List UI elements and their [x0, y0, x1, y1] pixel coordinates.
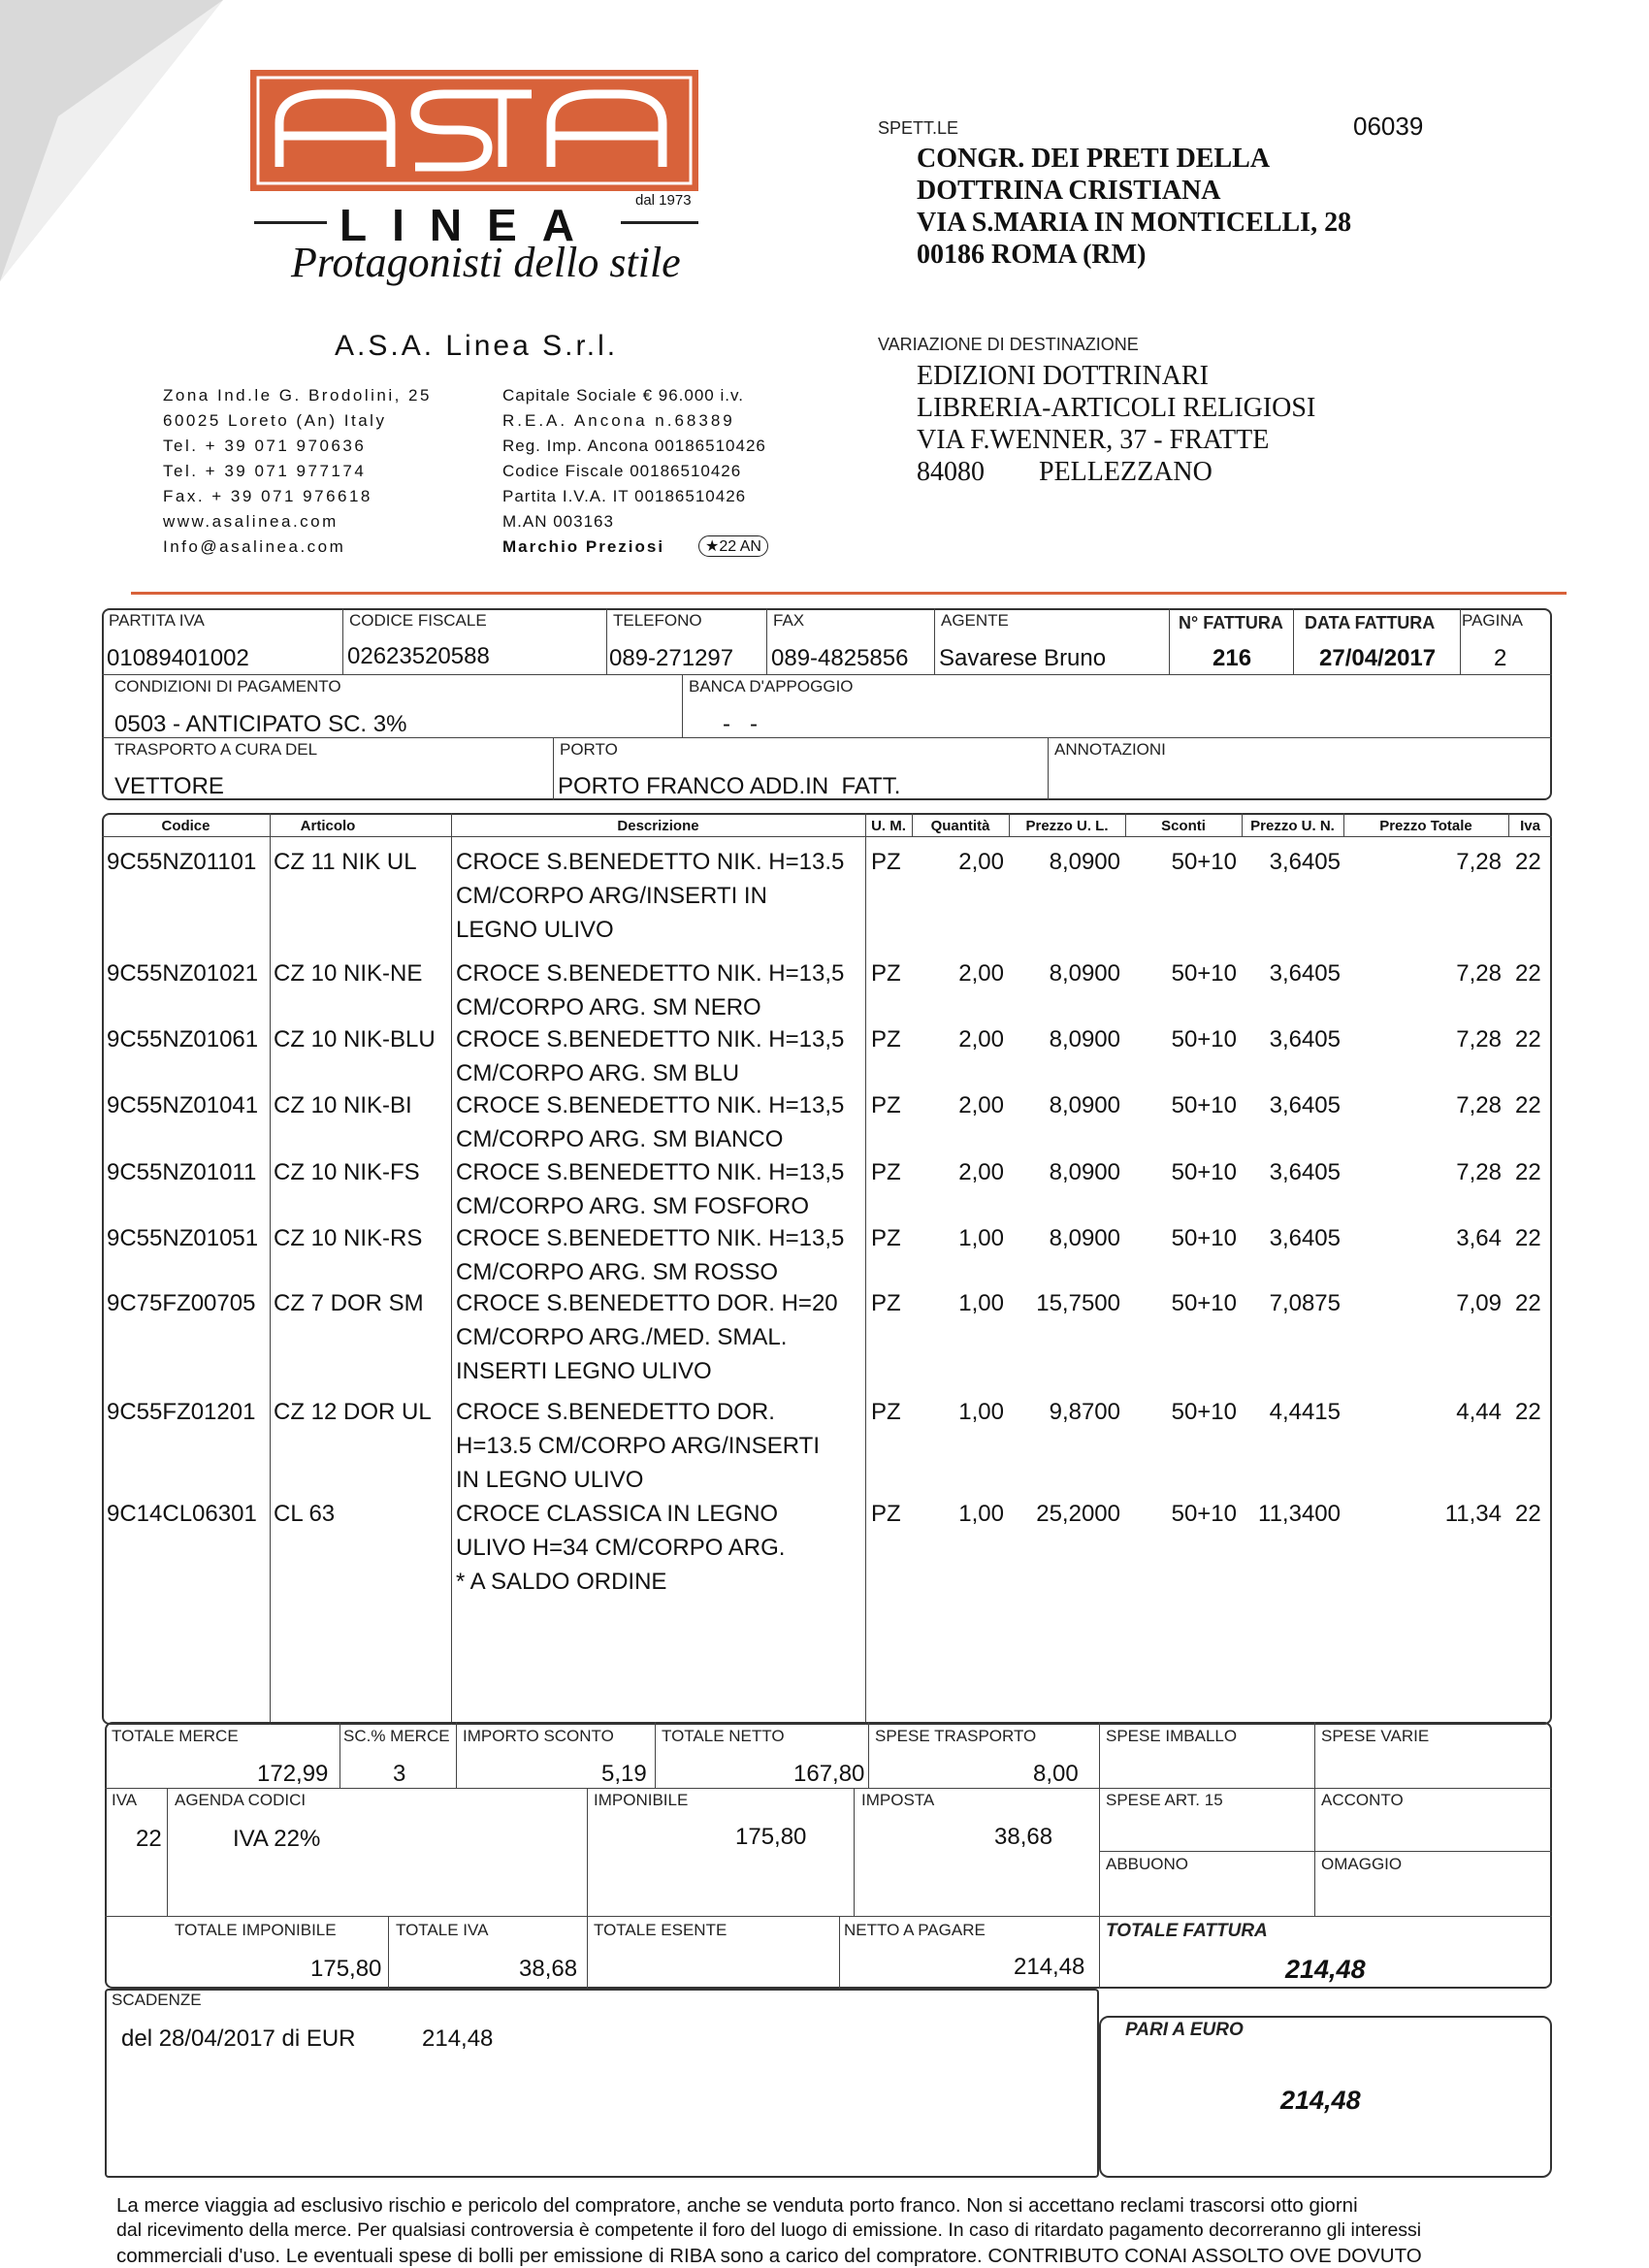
grid-line	[682, 674, 683, 737]
item-articolo: CZ 10 NIK-NE	[274, 960, 423, 987]
item-prezzo-ul: 8,0900	[1049, 960, 1120, 987]
item-prezzo-totale: 7,28	[1456, 960, 1502, 987]
item-um: PZ	[871, 1501, 901, 1527]
item-description-line: ULIVO H=34 CM/CORPO ARG.	[456, 1535, 786, 1561]
item-sconti: 50+10	[1171, 1026, 1237, 1053]
item-description-line: CM/CORPO ARG. SM ROSSO	[456, 1259, 779, 1285]
banca-value: - -	[723, 711, 758, 737]
recipient-line-2: DOTTRINA CRISTIANA	[917, 176, 1221, 206]
item-iva: 22	[1515, 849, 1541, 875]
col-articolo: Articolo	[300, 818, 356, 834]
folded-corner	[0, 0, 233, 291]
grid-line	[388, 1916, 389, 1989]
totale-imponibile-label: TOTALE IMPONIBILE	[175, 1921, 337, 1939]
recipient-line-4: 00186 ROMA (RM)	[917, 240, 1147, 270]
col-prezzo-ul: Prezzo U. L.	[1025, 818, 1109, 834]
grid-line	[270, 813, 271, 1725]
item-um: PZ	[871, 1159, 901, 1185]
company-website[interactable]: www.asalinea.com	[163, 512, 339, 531]
pagina-label: PAGINA	[1462, 611, 1523, 630]
tagline: Protagonisti dello stile	[291, 239, 681, 286]
grid-line	[102, 836, 1552, 837]
item-quantita: 1,00	[958, 1290, 1004, 1316]
item-description-line: * A SALDO ORDINE	[456, 1569, 667, 1595]
item-description-line: CROCE S.BENEDETTO NIK. H=13.5	[456, 849, 845, 875]
iva-value: 22	[136, 1826, 162, 1852]
destination-label: VARIAZIONE DI DESTINAZIONE	[878, 335, 1139, 354]
item-prezzo-ul: 9,8700	[1049, 1399, 1120, 1425]
reg-imp: Reg. Imp. Ancona 00186510426	[502, 437, 766, 455]
item-description-line: CROCE CLASSICA IN LEGNO	[456, 1501, 779, 1527]
imposta-value: 38,68	[994, 1824, 1053, 1850]
col-descrizione: Descrizione	[617, 818, 699, 834]
partita-iva-value: 01089401002	[107, 645, 249, 671]
star-icon: ★	[705, 538, 720, 555]
item-prezzo-totale: 7,28	[1456, 1092, 1502, 1118]
item-articolo: CZ 10 NIK-FS	[274, 1159, 420, 1185]
telefono-label: TELEFONO	[613, 611, 702, 630]
item-iva: 22	[1515, 1092, 1541, 1118]
porto-label: PORTO	[560, 740, 618, 759]
spese-art15-label: SPESE ART. 15	[1106, 1791, 1223, 1809]
col-prezzo-un: Prezzo U. N.	[1250, 818, 1335, 834]
item-description-line: CM/CORPO ARG./MED. SMAL.	[456, 1324, 788, 1350]
grid-line	[105, 1788, 1552, 1789]
annotazioni-label: ANNOTAZIONI	[1054, 740, 1166, 759]
item-um: PZ	[871, 1092, 901, 1118]
item-prezzo-un: 3,6405	[1269, 1092, 1341, 1118]
spese-varie-label: SPESE VARIE	[1321, 1727, 1430, 1745]
totale-fattura-value: 214,48	[1285, 1955, 1366, 1984]
item-articolo: CZ 10 NIK-BI	[274, 1092, 412, 1118]
company-email[interactable]: Info@asalinea.com	[163, 537, 346, 556]
totale-esente-label: TOTALE ESENTE	[594, 1921, 728, 1939]
destination-line-2: LIBRERIA-ARTICOLI RELIGIOSI	[917, 393, 1316, 423]
grid-line	[1460, 608, 1461, 674]
item-articolo: CZ 10 NIK-RS	[274, 1225, 423, 1251]
item-prezzo-ul: 8,0900	[1049, 1092, 1120, 1118]
since-label: dal 1973	[635, 192, 692, 209]
item-prezzo-totale: 3,64	[1456, 1225, 1502, 1251]
col-prezzo-totale: Prezzo Totale	[1379, 818, 1472, 834]
company-city: 60025 Loreto (An) Italy	[163, 411, 387, 430]
data-fattura-label: DATA FATTURA	[1305, 613, 1436, 632]
importo-sconto-label: IMPORTO SCONTO	[463, 1727, 614, 1745]
item-um: PZ	[871, 1026, 901, 1053]
rea: R.E.A. Ancona n.68389	[502, 411, 735, 430]
item-prezzo-totale: 7,28	[1456, 849, 1502, 875]
totale-merce-value: 172,99	[257, 1761, 329, 1787]
item-um: PZ	[871, 960, 901, 987]
iva-label: IVA	[112, 1791, 138, 1809]
col-sconti: Sconti	[1161, 818, 1206, 834]
item-prezzo-ul: 15,7500	[1036, 1290, 1120, 1316]
man-code: M.AN 003163	[502, 512, 614, 531]
recipient-line-3: VIA S.MARIA IN MONTICELLI, 28	[917, 208, 1352, 238]
item-prezzo-totale: 4,44	[1456, 1399, 1502, 1425]
grid-line	[655, 1722, 656, 1788]
destination-line-4: 84080 PELLEZZANO	[917, 457, 1212, 487]
item-articolo: CZ 11 NIK UL	[274, 849, 417, 875]
item-quantita: 2,00	[958, 960, 1004, 987]
destination-line-1: EDIZIONI DOTTRINARI	[917, 361, 1209, 391]
banca-label: BANCA D'APPOGGIO	[689, 677, 854, 696]
logo-line-rule	[254, 221, 327, 224]
item-codice: 9C55NZ01011	[107, 1159, 257, 1185]
importo-sconto-value: 5,19	[601, 1761, 647, 1787]
footer-note-1: La merce viaggia ad esclusivo rischio e pericolo del compratore, anche se venduta porto franco. Non si accettano reclami trascorsi otto giorni	[116, 2194, 1358, 2217]
item-description-line: CROCE S.BENEDETTO DOR.	[456, 1399, 775, 1425]
footer-note-2: dal ricevimento della merce. Per qualsiasi controversia è competente il foro del luogo di emissione. In caso di ritardato pagamento decorreranno gli interessi	[116, 2219, 1422, 2241]
item-articolo: CL 63	[274, 1501, 336, 1527]
totale-netto-value: 167,80	[793, 1761, 865, 1787]
grid-line	[1048, 737, 1049, 800]
totale-merce-label: TOTALE MERCE	[112, 1727, 239, 1745]
item-codice: 9C75FZ00705	[107, 1290, 256, 1316]
grid-line	[451, 813, 452, 1725]
sc-merce-label: SC.% MERCE	[343, 1727, 450, 1745]
grid-line	[1099, 1851, 1552, 1852]
item-prezzo-ul: 8,0900	[1049, 1159, 1120, 1185]
data-fattura-value: 27/04/2017	[1319, 645, 1437, 671]
item-sconti: 50+10	[1171, 1399, 1237, 1425]
logo-line-rule-right	[621, 221, 698, 224]
item-sconti: 50+10	[1171, 960, 1237, 987]
pari-euro-label: PARI A EURO	[1125, 2020, 1244, 2040]
totale-fattura-label: TOTALE FATTURA	[1106, 1921, 1268, 1941]
item-quantita: 2,00	[958, 1092, 1004, 1118]
acconto-label: ACCONTO	[1321, 1791, 1404, 1809]
item-quantita: 1,00	[958, 1225, 1004, 1251]
codice-fiscale-label: CODICE FISCALE	[349, 611, 487, 630]
spese-trasporto-label: SPESE TRASPORTO	[875, 1727, 1037, 1745]
grid-line	[553, 737, 554, 800]
totale-imponibile-value: 175,80	[310, 1956, 382, 1982]
item-quantita: 2,00	[958, 1026, 1004, 1053]
totale-iva-label: TOTALE IVA	[396, 1921, 489, 1939]
grid-line	[766, 608, 767, 674]
item-prezzo-un: 7,0875	[1269, 1290, 1341, 1316]
pagina-value: 2	[1494, 645, 1507, 671]
item-um: PZ	[871, 849, 901, 875]
item-description-line: H=13.5 CM/CORPO ARG/INSERTI	[456, 1433, 820, 1459]
item-description-line: CM/CORPO ARG. SM NERO	[456, 994, 761, 1021]
item-prezzo-totale: 7,28	[1456, 1026, 1502, 1053]
item-description-line: CROCE S.BENEDETTO NIK. H=13,5	[456, 1026, 845, 1053]
item-prezzo-un: 3,6405	[1269, 849, 1341, 875]
item-sconti: 50+10	[1171, 849, 1237, 875]
pagamento-label: CONDIZIONI DI PAGAMENTO	[114, 677, 341, 696]
netto-pagare-label: NETTO A PAGARE	[844, 1921, 986, 1939]
item-codice: 9C55FZ01201	[107, 1399, 256, 1425]
company-fax: Fax. + 39 071 976618	[163, 487, 372, 505]
item-sconti: 50+10	[1171, 1092, 1237, 1118]
recipient-line-1: CONGR. DEI PRETI DELLA	[917, 144, 1271, 174]
marchio-badge-text: 22 AN	[719, 538, 761, 555]
agente-label: AGENTE	[941, 611, 1009, 630]
company-tel2: Tel. + 39 071 977174	[163, 462, 367, 480]
omaggio-label: OMAGGIO	[1321, 1855, 1403, 1873]
scadenza-text: del 28/04/2017 di EUR	[121, 2025, 356, 2052]
item-sconti: 50+10	[1171, 1290, 1237, 1316]
item-description-line: LEGNO ULIVO	[456, 917, 614, 943]
item-iva: 22	[1515, 960, 1541, 987]
item-articolo: CZ 10 NIK-BLU	[274, 1026, 436, 1053]
item-iva: 22	[1515, 1026, 1541, 1053]
grid-line	[102, 674, 1552, 675]
item-prezzo-un: 4,4415	[1269, 1399, 1341, 1425]
item-sconti: 50+10	[1171, 1225, 1237, 1251]
grid-line	[854, 1788, 855, 1916]
grid-line	[105, 1916, 1552, 1917]
footer-note-3: commerciali d'uso. Le eventuali spese di bolli per emissione di RIBA sono a carico del compratore. CONTRIBUTO CONAI ASSOLTO OVE DOVUTO	[116, 2245, 1422, 2267]
agenda-value: IVA 22%	[233, 1826, 321, 1852]
col-codice: Codice	[161, 818, 210, 834]
grid-line	[1099, 1722, 1100, 1989]
item-prezzo-un: 3,6405	[1269, 1225, 1341, 1251]
porto-value: PORTO FRANCO ADD.IN FATT.	[558, 773, 901, 799]
item-codice: 9C14CL06301	[107, 1501, 257, 1527]
grid-line	[1314, 1722, 1315, 1916]
item-codice: 9C55NZ01061	[107, 1026, 259, 1053]
item-um: PZ	[871, 1225, 901, 1251]
item-quantita: 2,00	[958, 849, 1004, 875]
company-address: Zona Ind.le G. Brodolini, 25	[163, 386, 432, 405]
marchio-badge	[698, 535, 768, 557]
pari-euro-value: 214,48	[1280, 2086, 1361, 2115]
item-description-line: CM/CORPO ARG. SM BLU	[456, 1060, 740, 1086]
item-codice: 9C55NZ01041	[107, 1092, 259, 1118]
col-quantita: Quantità	[930, 818, 990, 834]
trasporto-label: TRASPORTO A CURA DEL	[114, 740, 318, 759]
item-quantita: 1,00	[958, 1399, 1004, 1425]
company-tel1: Tel. + 39 071 970636	[163, 437, 367, 455]
item-codice: 9C55NZ01051	[107, 1225, 259, 1251]
item-description-line: CROCE S.BENEDETTO NIK. H=13,5	[456, 960, 845, 987]
customer-code: 06039	[1353, 112, 1424, 141]
fax-value: 089-4825856	[771, 645, 909, 671]
item-prezzo-ul: 8,0900	[1049, 1225, 1120, 1251]
grid-line	[865, 813, 866, 1725]
item-description-line: CM/CORPO ARG/INSERTI IN	[456, 883, 767, 909]
imposta-label: IMPOSTA	[861, 1791, 935, 1809]
invoice-header-grid	[102, 608, 1552, 800]
item-codice: 9C55NZ01101	[107, 849, 257, 875]
item-prezzo-ul: 8,0900	[1049, 849, 1120, 875]
grid-line	[1293, 608, 1294, 674]
scadenze-box	[105, 1989, 1099, 2178]
capitale-sociale: Capitale Sociale € 96.000 i.v.	[502, 386, 744, 405]
item-prezzo-totale: 7,28	[1456, 1159, 1502, 1185]
item-prezzo-totale: 11,34	[1444, 1501, 1502, 1527]
header-divider	[131, 592, 1567, 595]
item-iva: 22	[1515, 1501, 1541, 1527]
item-prezzo-un: 3,6405	[1269, 1026, 1341, 1053]
col-iva: Iva	[1520, 818, 1540, 834]
item-articolo: CZ 7 DOR SM	[274, 1290, 424, 1316]
item-description-line: CROCE S.BENEDETTO NIK. H=13,5	[456, 1159, 845, 1185]
item-iva: 22	[1515, 1159, 1541, 1185]
agenda-label: AGENDA CODICI	[175, 1791, 307, 1809]
totale-netto-label: TOTALE NETTO	[662, 1727, 785, 1745]
telefono-value: 089-271297	[609, 645, 734, 671]
item-quantita: 2,00	[958, 1159, 1004, 1185]
asa-logo	[250, 70, 698, 191]
totale-iva-value: 38,68	[519, 1956, 578, 1982]
item-prezzo-un: 3,6405	[1269, 1159, 1341, 1185]
item-iva: 22	[1515, 1399, 1541, 1425]
spese-imballo-label: SPESE IMBALLO	[1106, 1727, 1238, 1745]
logo-line-word: LINEA	[340, 200, 599, 250]
spett-label: SPETT.LE	[878, 118, 959, 138]
item-prezzo-un: 3,6405	[1269, 960, 1341, 987]
item-description-line: CM/CORPO ARG. SM FOSFORO	[456, 1193, 810, 1219]
items-table	[102, 813, 1552, 1725]
codice-fiscale-company: Codice Fiscale 00186510426	[502, 462, 742, 480]
grid-line	[587, 1788, 588, 1916]
item-quantita: 1,00	[958, 1501, 1004, 1527]
item-prezzo-un: 11,3400	[1258, 1501, 1341, 1527]
item-um: PZ	[871, 1290, 901, 1316]
company-name: A.S.A. Linea S.r.l.	[335, 330, 619, 362]
netto-pagare-value: 214,48	[1014, 1954, 1085, 1980]
partita-iva-company: Partita I.V.A. IT 00186510426	[502, 487, 747, 505]
nfattura-label: N° FATTURA	[1179, 613, 1283, 632]
scadenza-amount: 214,48	[422, 2025, 494, 2052]
spese-trasporto-value: 8,00	[1033, 1761, 1079, 1787]
grid-line	[456, 1722, 457, 1788]
codice-fiscale-value: 02623520588	[347, 643, 490, 669]
item-description-line: CM/CORPO ARG. SM BIANCO	[456, 1126, 784, 1152]
item-iva: 22	[1515, 1290, 1541, 1316]
item-prezzo-ul: 25,2000	[1036, 1501, 1120, 1527]
marchio-preziosi: Marchio Preziosi	[502, 537, 665, 556]
item-iva: 22	[1515, 1225, 1541, 1251]
grid-line	[606, 608, 607, 674]
scadenze-label: SCADENZE	[112, 1991, 202, 2009]
fax-label: FAX	[773, 611, 805, 630]
item-um: PZ	[871, 1399, 901, 1425]
grid-line	[839, 1916, 840, 1989]
item-sconti: 50+10	[1171, 1501, 1237, 1527]
grid-line	[587, 1916, 588, 1989]
grid-line	[868, 1722, 869, 1788]
abbuono-label: ABBUONO	[1106, 1855, 1189, 1873]
item-description-line: INSERTI LEGNO ULIVO	[456, 1358, 712, 1384]
grid-line	[934, 608, 935, 674]
imponibile-value: 175,80	[735, 1824, 807, 1850]
partita-iva-label: PARTITA IVA	[109, 611, 205, 630]
item-sconti: 50+10	[1171, 1159, 1237, 1185]
item-description-line: CROCE S.BENEDETTO NIK. H=13,5	[456, 1225, 845, 1251]
item-description-line: CROCE S.BENEDETTO NIK. H=13,5	[456, 1092, 845, 1118]
item-prezzo-totale: 7,09	[1456, 1290, 1502, 1316]
grid-line	[1169, 608, 1170, 674]
item-prezzo-ul: 8,0900	[1049, 1026, 1120, 1053]
col-um: U. M.	[871, 818, 906, 834]
item-description-line: IN LEGNO ULIVO	[456, 1467, 644, 1493]
trasporto-value: VETTORE	[114, 773, 224, 799]
destination-line-3: VIA F.WENNER, 37 - FRATTE	[917, 425, 1270, 455]
item-codice: 9C55NZ01021	[107, 960, 259, 987]
nfattura-value: 216	[1212, 645, 1252, 671]
agente-value: Savarese Bruno	[939, 645, 1107, 671]
grid-line	[342, 608, 343, 674]
sc-merce-value: 3	[393, 1761, 406, 1787]
imponibile-label: IMPONIBILE	[594, 1791, 689, 1809]
item-articolo: CZ 12 DOR UL	[274, 1399, 432, 1425]
item-description-line: CROCE S.BENEDETTO DOR. H=20	[456, 1290, 838, 1316]
pagamento-value: 0503 - ANTICIPATO SC. 3%	[114, 711, 407, 737]
grid-line	[167, 1788, 168, 1916]
